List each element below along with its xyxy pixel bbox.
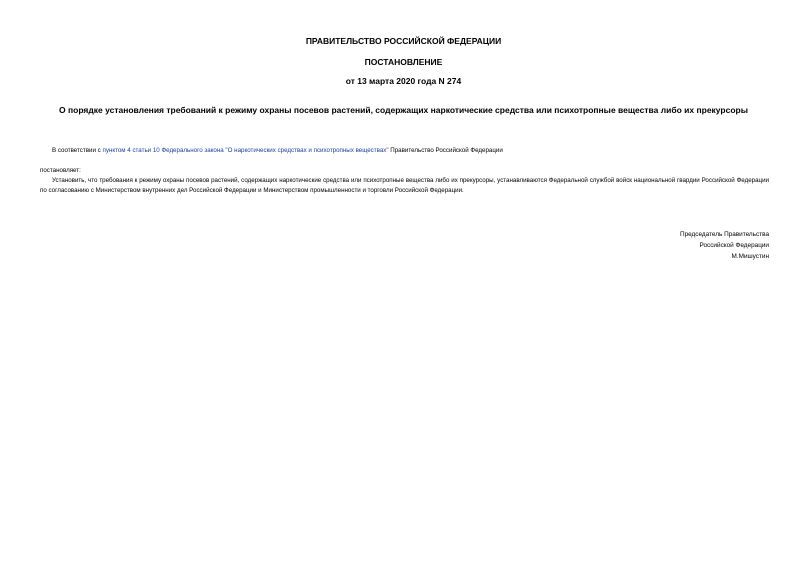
decree-word: постановляет:	[40, 167, 81, 174]
decree-body-paragraph: Установить, что требования к режиму охраны посевов растений, содержащих наркотические средства или психотропные вещества либо их прекурсоры, устанавливаются Федеральной службой войск национальной гвардии Российской Федерации по согласованию с Министерством внутренних дел Российской Федерации и Министерством промышленности и торговли Российской Федерации.	[40, 177, 769, 194]
law-reference-link[interactable]: пунктом 4 статьи 10 Федерального закона "О наркотических средствах и психотропных веществах"	[102, 147, 389, 154]
preamble-suffix: Правительство Российской Федерации	[388, 147, 503, 154]
issuing-authority: ПРАВИТЕЛЬСТВО РОССИЙСКОЙ ФЕДЕРАЦИИ	[305, 36, 502, 46]
signatory-position-line2: Российской Федерации	[699, 242, 769, 249]
document-type: ПОСТАНОВЛЕНИЕ	[364, 57, 443, 67]
signatory-position-line1: Председатель Правительства	[680, 231, 769, 238]
signatory-name: М.Мишустин	[731, 253, 769, 260]
document-title: О порядке установления требований к режиму охраны посевов растений, содержащих наркотические средства или психотропные вещества либо их прекурсоры	[59, 105, 748, 115]
signature-block	[680, 229, 769, 262]
preamble	[52, 146, 503, 156]
document-date-number: от 13 марта 2020 года N 274	[345, 76, 462, 86]
preamble-prefix: В соответствии с	[52, 147, 103, 154]
